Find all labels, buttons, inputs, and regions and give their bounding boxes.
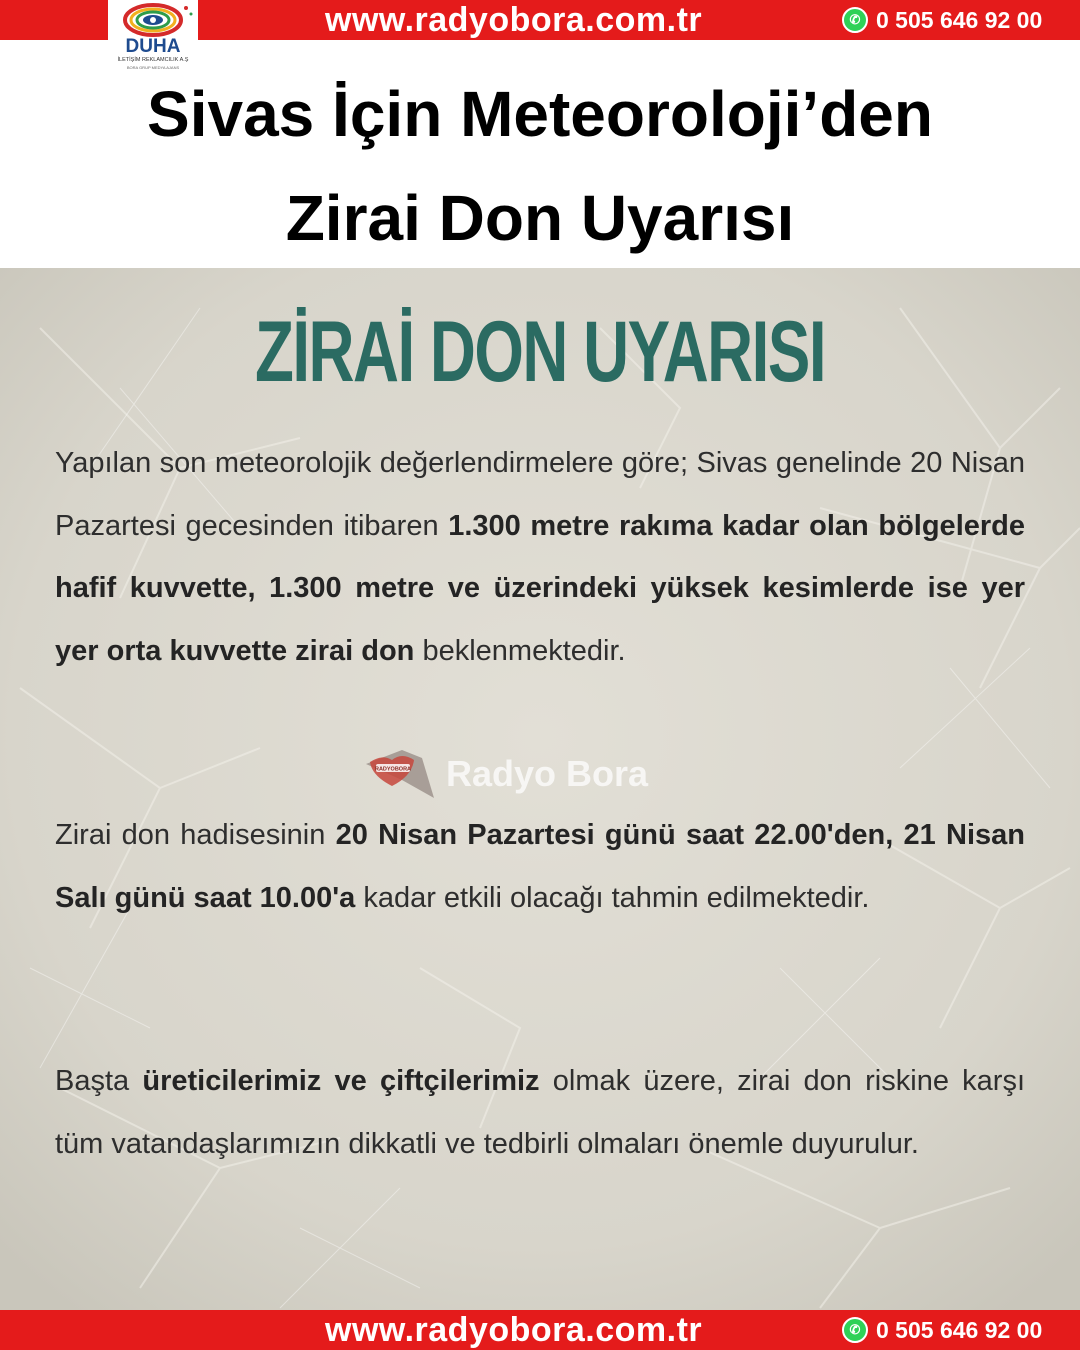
paragraph-timing bbox=[55, 804, 1025, 929]
footer-phone-contact[interactable] bbox=[842, 1310, 1042, 1350]
page-title bbox=[0, 62, 1080, 270]
whatsapp-icon: ✆ bbox=[842, 7, 868, 33]
paragraph-2-intro: Zirai don hadisesinin bbox=[55, 819, 336, 851]
logo-name: DUHA bbox=[125, 36, 181, 57]
paragraph-advisory bbox=[55, 1050, 1025, 1175]
watermark-text: Radyo Bora bbox=[446, 753, 649, 794]
watermark-badge-text: RADYOBORA bbox=[374, 766, 412, 773]
paragraph-3-outro: olmak üzere, zirai don riskine karşı tüm vatandaşlarımızın dikkatli ve tedbirli olmaları önemle duyurulur. bbox=[55, 1065, 1026, 1160]
phone-contact[interactable] bbox=[842, 0, 1042, 40]
paragraph-3-intro: Başta bbox=[55, 1065, 143, 1097]
website-url[interactable]: www.radyobora.com.tr bbox=[325, 1, 703, 39]
phone-number: 0 505 646 92 00 bbox=[876, 6, 1043, 33]
logo-subtitle: İLETİŞİM REKLAMCILIK A.Ş bbox=[117, 57, 189, 63]
radyo-bora-badge-icon bbox=[362, 746, 438, 802]
frost-warning-poster bbox=[0, 268, 1080, 1310]
paragraph-1-highlight: 1.300 metre rakıma kadar olan bölgelerde hafif kuvvette, 1.300 metre ve üzerindeki yüksek kesimlerde ise yer yer orta kuvvette zirai don bbox=[55, 509, 1026, 667]
footer-phone-number: 0 505 646 92 00 bbox=[876, 1316, 1043, 1343]
logo-emblem-icon bbox=[108, 0, 198, 38]
paragraph-forecast bbox=[55, 432, 1025, 682]
logo-tagline: BORA GRUP MEDYA AJANS bbox=[126, 65, 180, 70]
radyo-bora-watermark bbox=[362, 746, 648, 802]
paragraph-2-highlight: 20 Nisan Pazartesi günü saat 22.00'den, 21 Nisan Salı günü saat 10.00'a bbox=[55, 819, 1025, 914]
paragraph-3-highlight: üreticilerimiz ve çiftçilerimiz bbox=[142, 1065, 540, 1097]
poster-title: ZİRAİ DON UYARISI bbox=[254, 304, 826, 400]
title-line-1: Sivas İçin Meteoroloji’den bbox=[147, 78, 933, 150]
paragraph-1-outro: beklenmektedir. bbox=[414, 634, 626, 667]
title-line-2: Zirai Don Uyarısı bbox=[285, 182, 795, 254]
footer-website-url[interactable]: www.radyobora.com.tr bbox=[325, 1311, 703, 1349]
paragraph-2-outro: kadar etkili olacağı tahmin edilmektedir. bbox=[355, 881, 870, 914]
bottom-banner bbox=[0, 1310, 1080, 1350]
whatsapp-icon: ✆ bbox=[842, 1317, 868, 1343]
paragraph-1-intro: Yapılan son meteorolojik değerlendirmelere göre; Sivas genelinde 20 Nisan Pazartesi gecesinden itibaren bbox=[55, 447, 1025, 542]
